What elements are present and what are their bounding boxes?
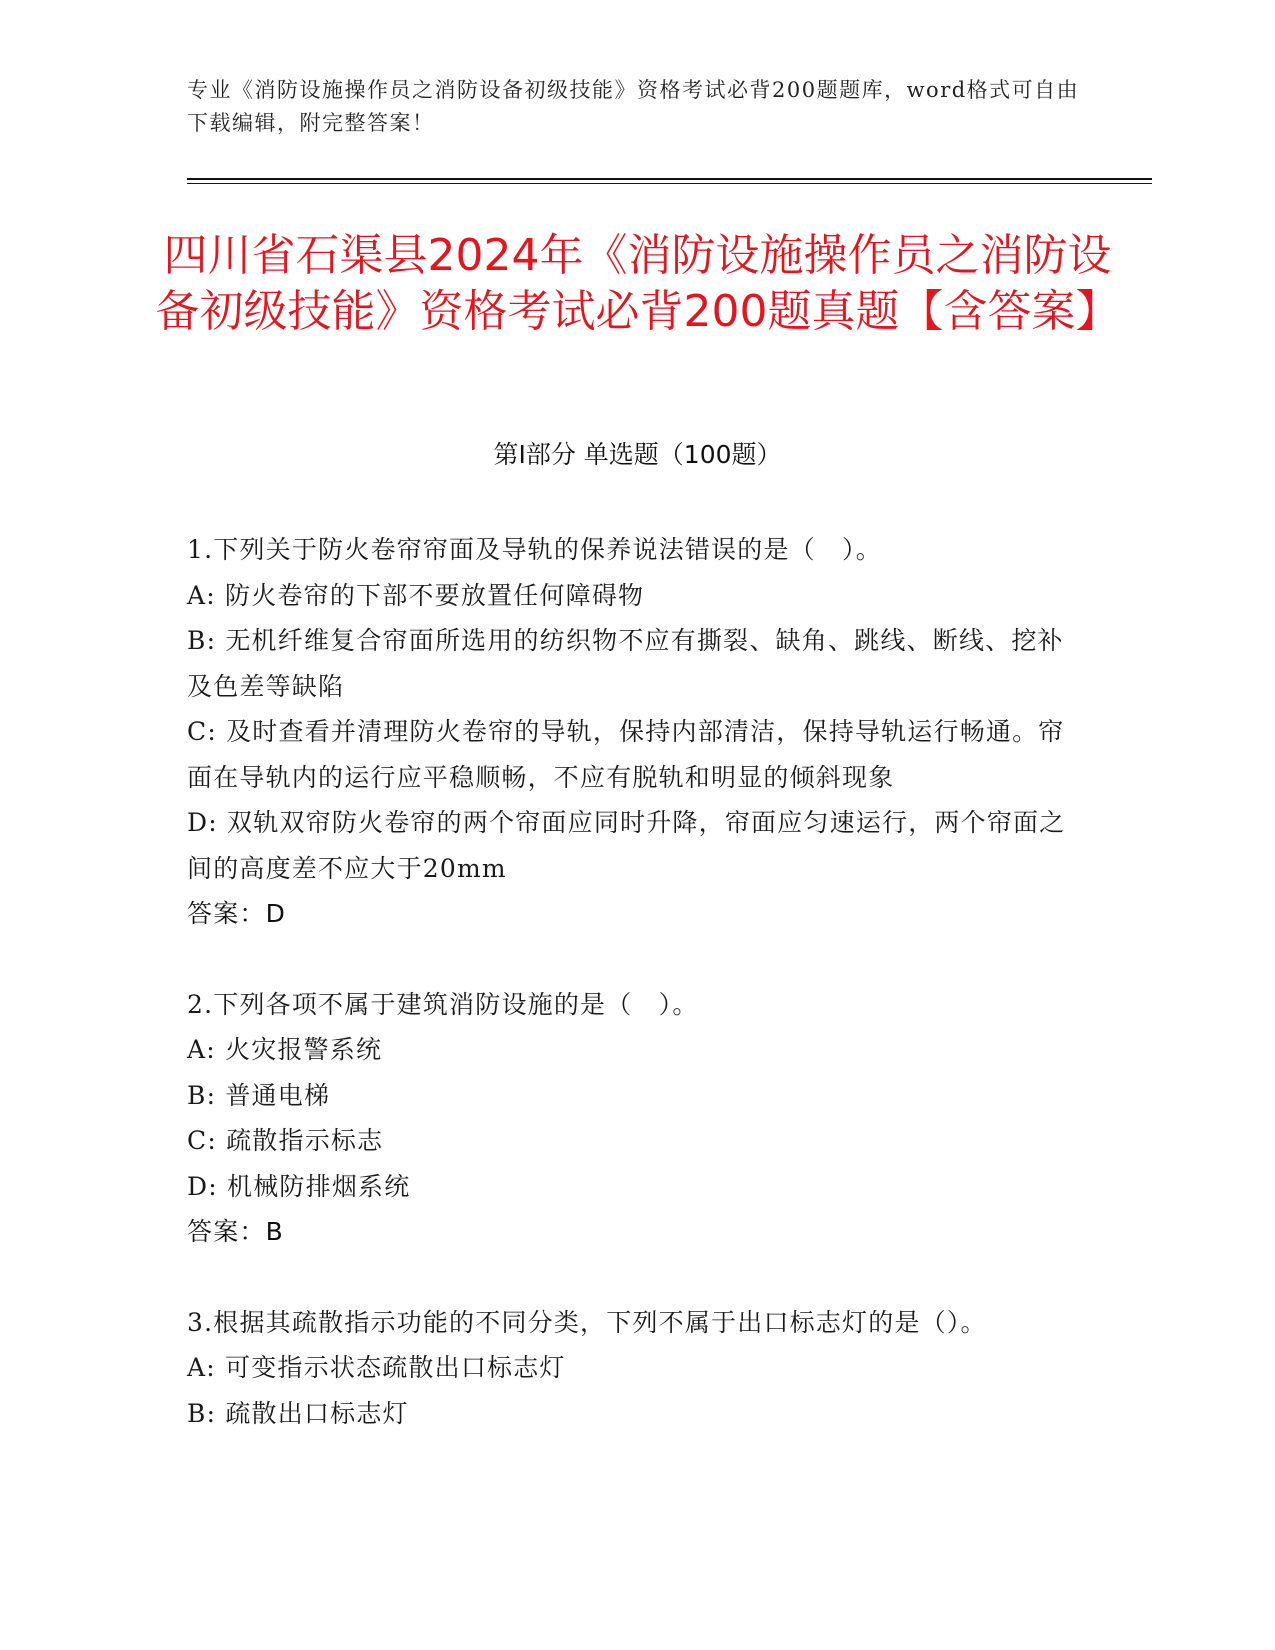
section-heading: 第Ⅰ部分 单选题（100题）	[493, 440, 782, 469]
header-note: 专业《消防设施操作员之消防设备初级技能》资格考试必背200题题库，word格式可自由下载编辑，附完整答案！	[187, 78, 1080, 135]
answer-label: 答案：D	[187, 899, 287, 928]
option-c: C: 疏散指示标志	[187, 1126, 384, 1155]
option-d: D: 机械防排烟系统	[187, 1171, 411, 1201]
option-b: B: 无机纤维复合帘面所选用的纺织物不应有撕裂、缺角、跳线、断线、挖补及色差等缺陷	[187, 626, 1064, 701]
question-item	[187, 527, 1087, 937]
option-b: B: 普通电梯	[187, 1080, 331, 1110]
question-item	[187, 982, 1087, 1255]
option-a: A: 火灾报警系统	[187, 1035, 383, 1064]
answer-label: 答案：B	[187, 1217, 284, 1246]
question-stem: 1.下列关于防火卷帘帘面及导轨的保养说法错误的是（ ）。	[187, 535, 882, 564]
question-stem: 3.根据其疏散指示功能的不同分类，下列不属于出口标志灯的是（）。	[187, 1307, 987, 1337]
header-divider-thick	[187, 178, 1152, 180]
question-list	[187, 527, 1087, 1481]
option-c: C: 及时查看并清理防火卷帘的导轨，保持内部清洁，保持导轨运行畅通。帘面在导轨内的运行应平稳顺畅，不应有脱轨和明显的倾斜现象	[187, 717, 1065, 792]
question-item	[187, 1300, 1087, 1437]
option-a: A: 防火卷帘的下部不要放置任何障碍物	[187, 580, 645, 610]
header-divider-thin	[187, 183, 1152, 184]
question-stem: 2.下列各项不属于建筑消防设施的是（ ）。	[187, 989, 699, 1019]
option-a: A: 可变指示状态疏散出口标志灯	[187, 1353, 566, 1382]
option-d: D: 双轨双帘防火卷帘的两个帘面应同时升降，帘面应匀速运行，两个帘面之间的高度差不应大于20mm	[187, 808, 1066, 883]
document-title: 四川省石渠县2024年《消防设施操作员之消防设备初级技能》资格考试必背200题真题【含答案】	[155, 230, 1120, 337]
option-b: B: 疏散出口标志灯	[187, 1398, 409, 1428]
